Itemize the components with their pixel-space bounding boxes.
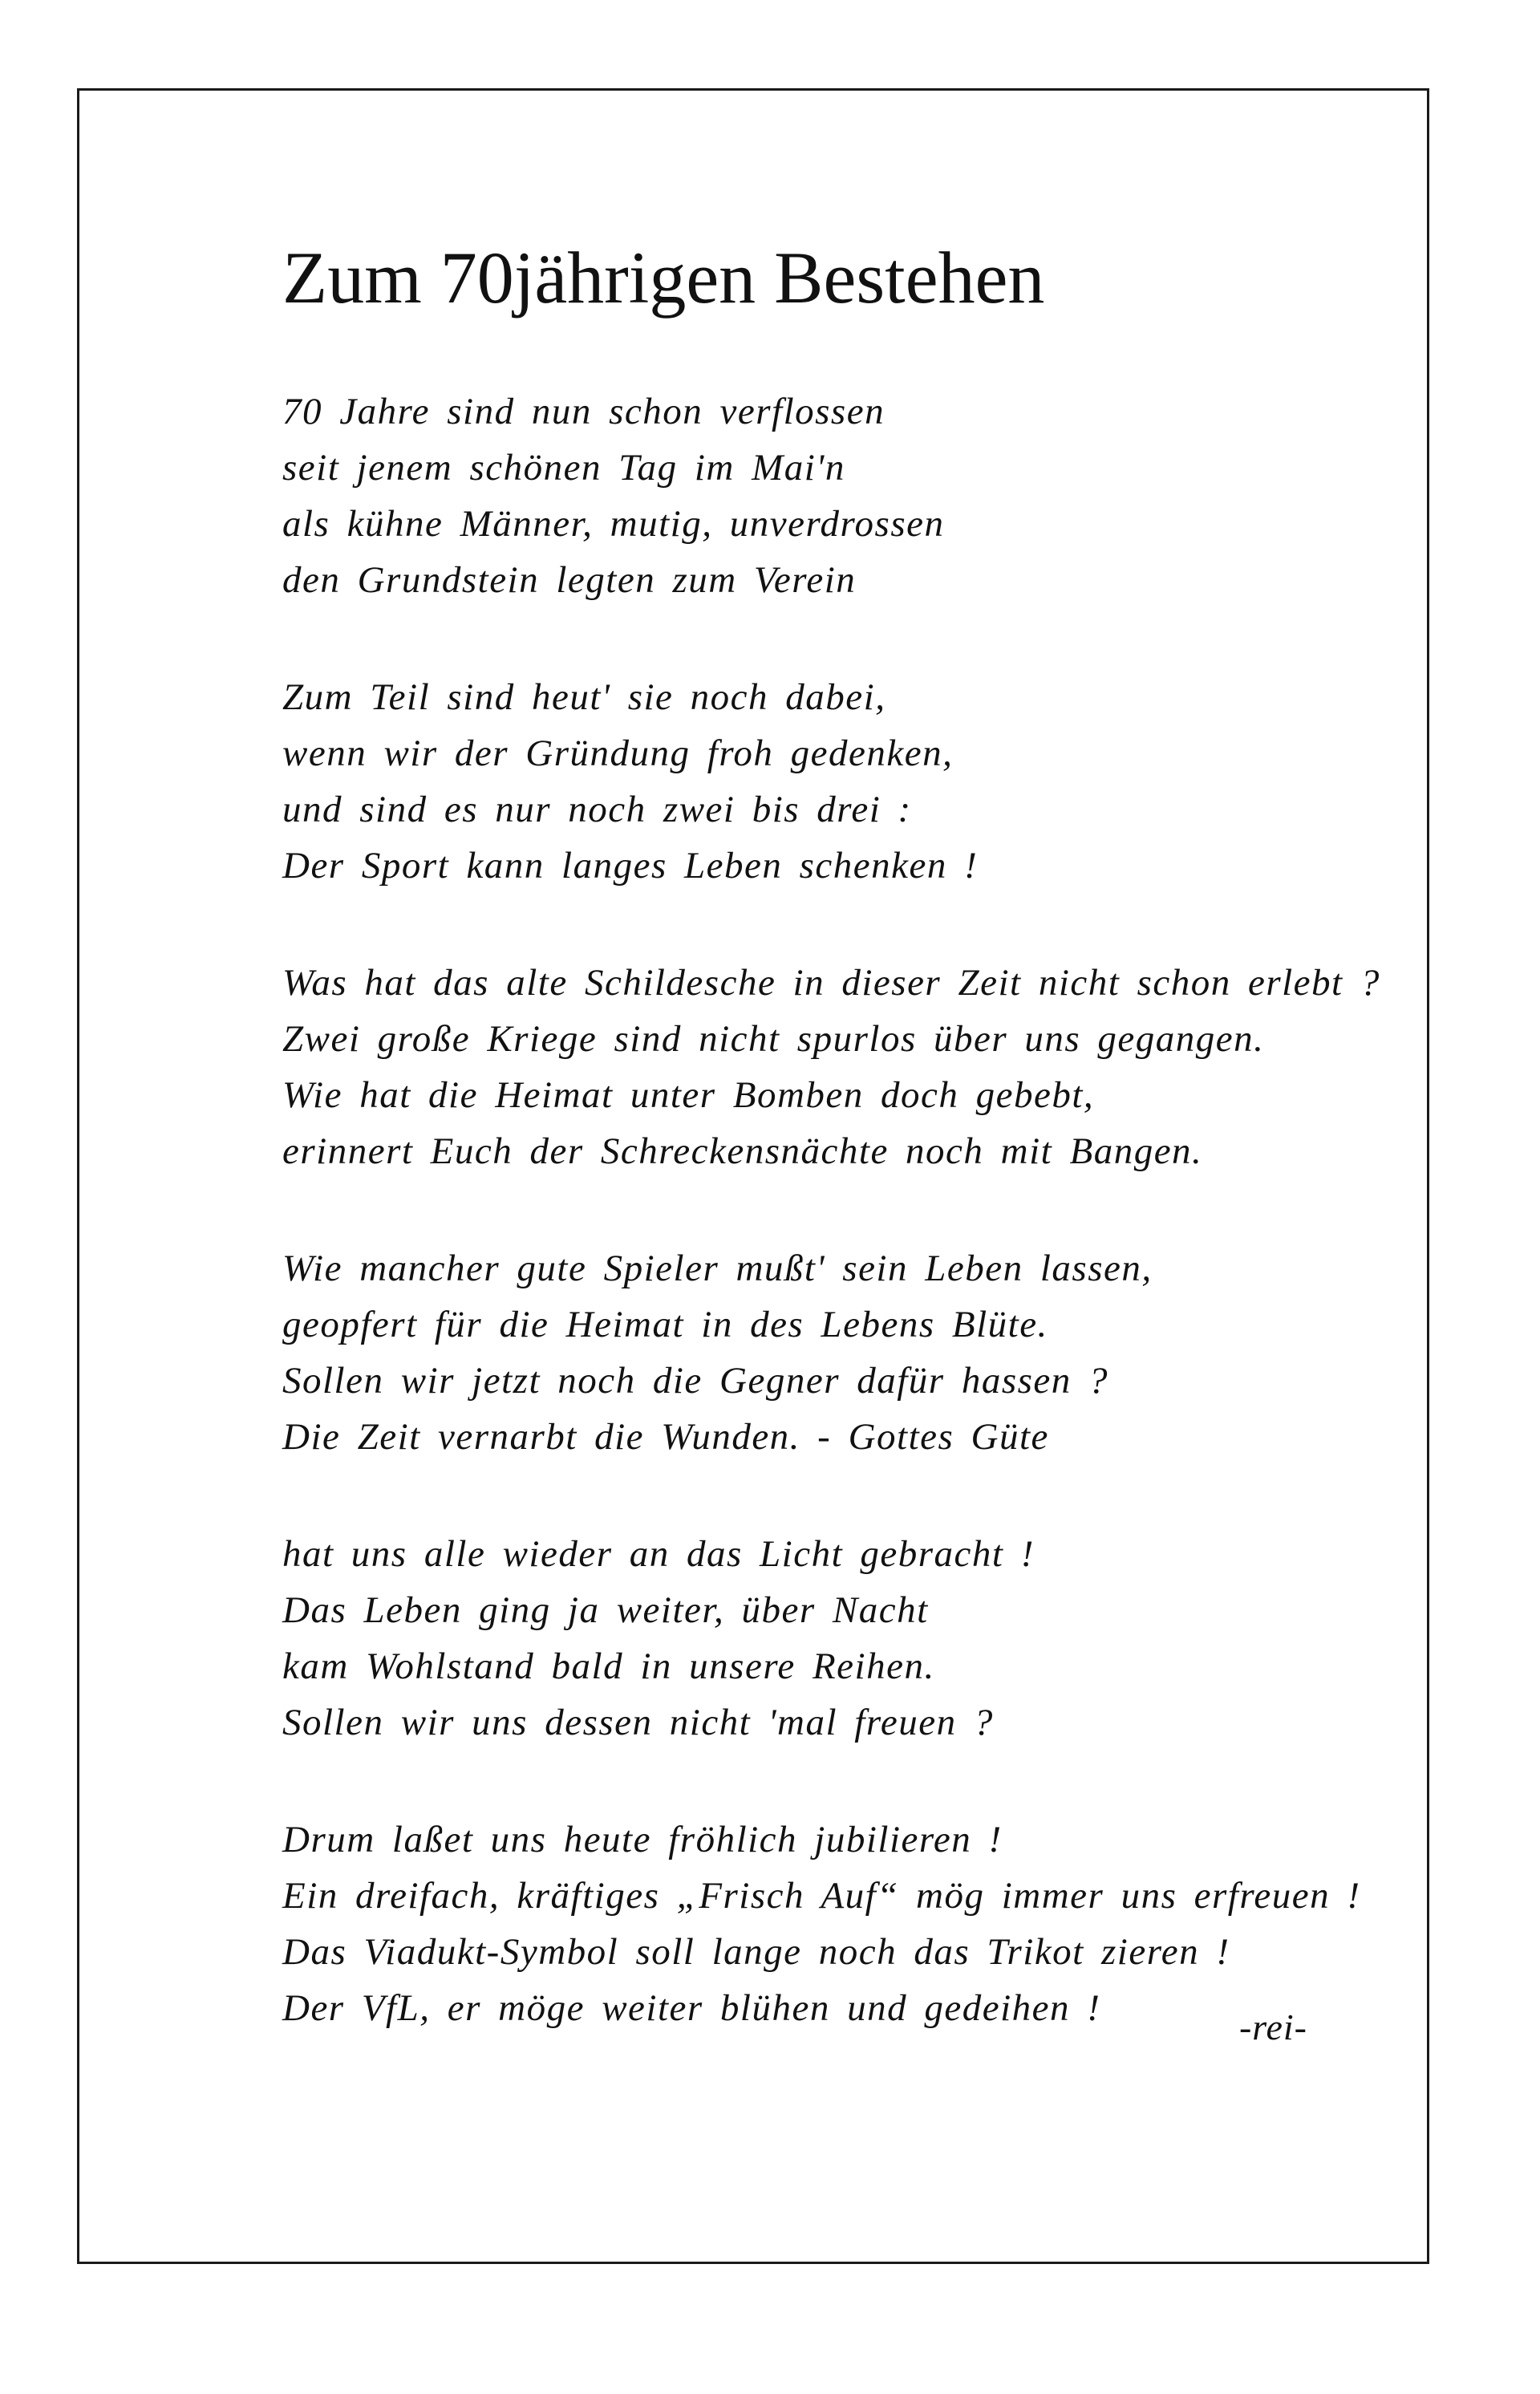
- poem-line: Zum Teil sind heut' sie noch dabei,: [282, 676, 886, 718]
- poem-line: seit jenem schönen Tag im Mai'n: [282, 447, 845, 489]
- poem-line: geopfert für die Heimat in des Lebens Blüte.: [282, 1304, 1048, 1345]
- poem-line: Das Viadukt-Symbol soll lange noch das Trikot zieren !: [282, 1931, 1230, 1973]
- poem-line: Der VfL, er möge weiter blühen und gedeihen !: [282, 1987, 1101, 2029]
- poem-line: den Grundstein legten zum Verein: [282, 559, 857, 601]
- poem-line: und sind es nur noch zwei bis drei :: [282, 789, 912, 830]
- stanza-5: [282, 1526, 1325, 1751]
- poem-line: erinnert Euch der Schreckensnächte noch mit Bangen.: [282, 1130, 1203, 1172]
- poem-line: Wie mancher gute Spieler mußt' sein Leben lassen,: [282, 1248, 1153, 1289]
- poem-line: Zwei große Kriege sind nicht spurlos über uns gegangen.: [282, 1018, 1265, 1060]
- poem-line: hat uns alle wieder an das Licht gebracht !: [282, 1533, 1035, 1575]
- stanza-1: [282, 383, 1325, 608]
- poem-line: 70 Jahre sind nun schon verflossen: [282, 391, 886, 432]
- poem-line: Sollen wir jetzt noch die Gegner dafür hassen ?: [282, 1360, 1109, 1402]
- poem-line: Die Zeit vernarbt die Wunden. - Gottes Güte: [282, 1416, 1049, 1458]
- stanza-2: [282, 669, 1325, 894]
- poem-line: Ein dreifach, kräftiges „Frisch Auf“ mög immer uns erfreuen !: [282, 1875, 1361, 1917]
- poem-line: Sollen wir uns dessen nicht 'mal freuen ?: [282, 1702, 994, 1743]
- page-title: Zum 70jährigen Bestehen: [282, 237, 1045, 319]
- author-signature: -rei-: [1238, 2006, 1307, 2047]
- poem-line: als kühne Männer, mutig, unverdrossen: [282, 503, 945, 545]
- poem: [282, 383, 1380, 2097]
- poem-line: kam Wohlstand bald in unsere Reihen.: [282, 1645, 935, 1687]
- poem-line: wenn wir der Gründung froh gedenken,: [282, 732, 954, 774]
- stanza-4: [282, 1240, 1325, 1465]
- poem-line: Was hat das alte Schildesche in dieser Zeit nicht schon erlebt ?: [282, 962, 1380, 1004]
- poem-line: Wie hat die Heimat unter Bomben doch gebebt,: [282, 1074, 1095, 1116]
- stanza-3: [282, 955, 1380, 1179]
- poem-line: Der Sport kann langes Leben schenken !: [282, 845, 979, 887]
- stanza-6: [282, 1812, 1361, 2036]
- poem-line: Das Leben ging ja weiter, über Nacht: [282, 1589, 929, 1631]
- poem-line: Drum laßet uns heute fröhlich jubilieren !: [282, 1819, 1003, 1860]
